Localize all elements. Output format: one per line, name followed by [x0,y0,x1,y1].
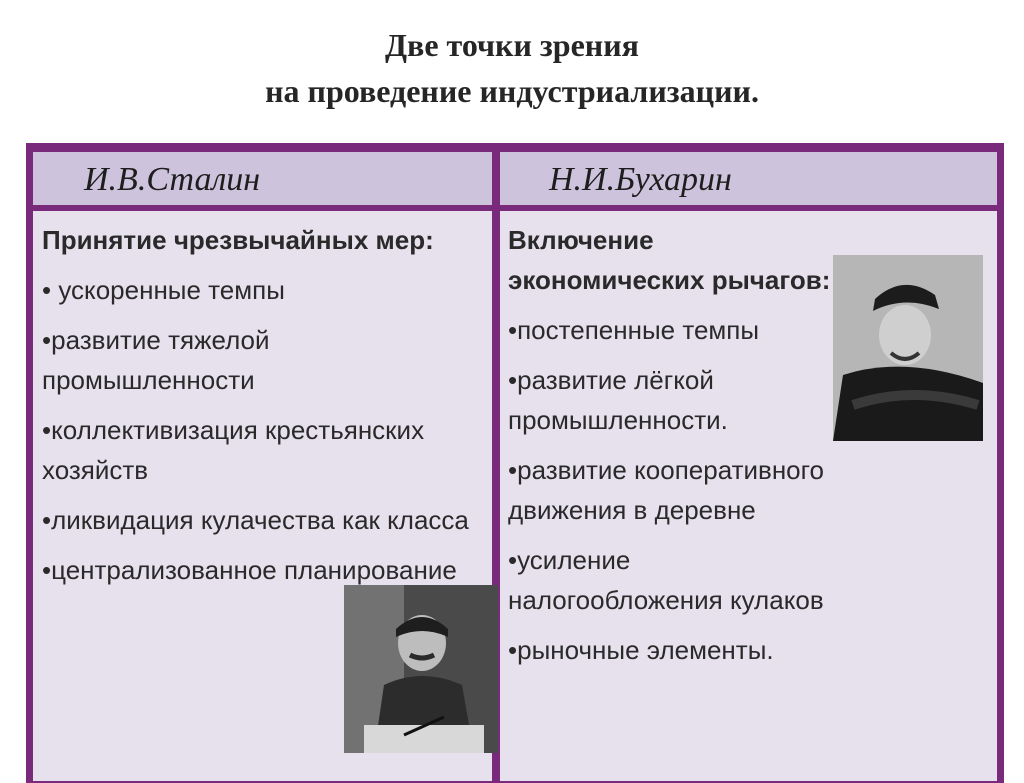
list-item: •централизованное планирование [42,555,457,585]
list-item: •коллективизация крестьянских хозяйств [42,415,425,485]
title-line-1: Две точки зрения [385,27,639,63]
list-item: •развитие кооперативного движения в деревне [508,455,825,525]
list-item: •ликвидация кулачества как класса [42,505,469,535]
list-item: •развитие лёгкой промышленности. [508,365,728,435]
list-item: •усиление налогообложения кулаков [508,545,824,615]
list-item: • ускоренные темпы [42,275,285,305]
bukharin-photo [833,255,983,441]
bukharin-photo-illustration [833,255,983,441]
bukharin-column [508,220,838,680]
stalin-column [42,220,482,600]
bukharin-heading: Включение экономических рычагов: [508,225,831,295]
stalin-photo-illustration [344,585,498,753]
stalin-photo [344,585,498,753]
slide-title [0,22,1024,114]
title-line-2: на проведение индустриализации. [265,73,759,109]
stalin-heading: Принятие чрезвычайных мер: [42,225,434,255]
column-header-bukharin: Н.И.Бухарин [549,161,732,198]
list-item: •развитие тяжелой промышленности [42,325,270,395]
list-item: •рыночные элементы. [508,635,774,665]
list-item: •постепенные темпы [508,315,760,345]
column-header-stalin: И.В.Сталин [84,161,261,198]
